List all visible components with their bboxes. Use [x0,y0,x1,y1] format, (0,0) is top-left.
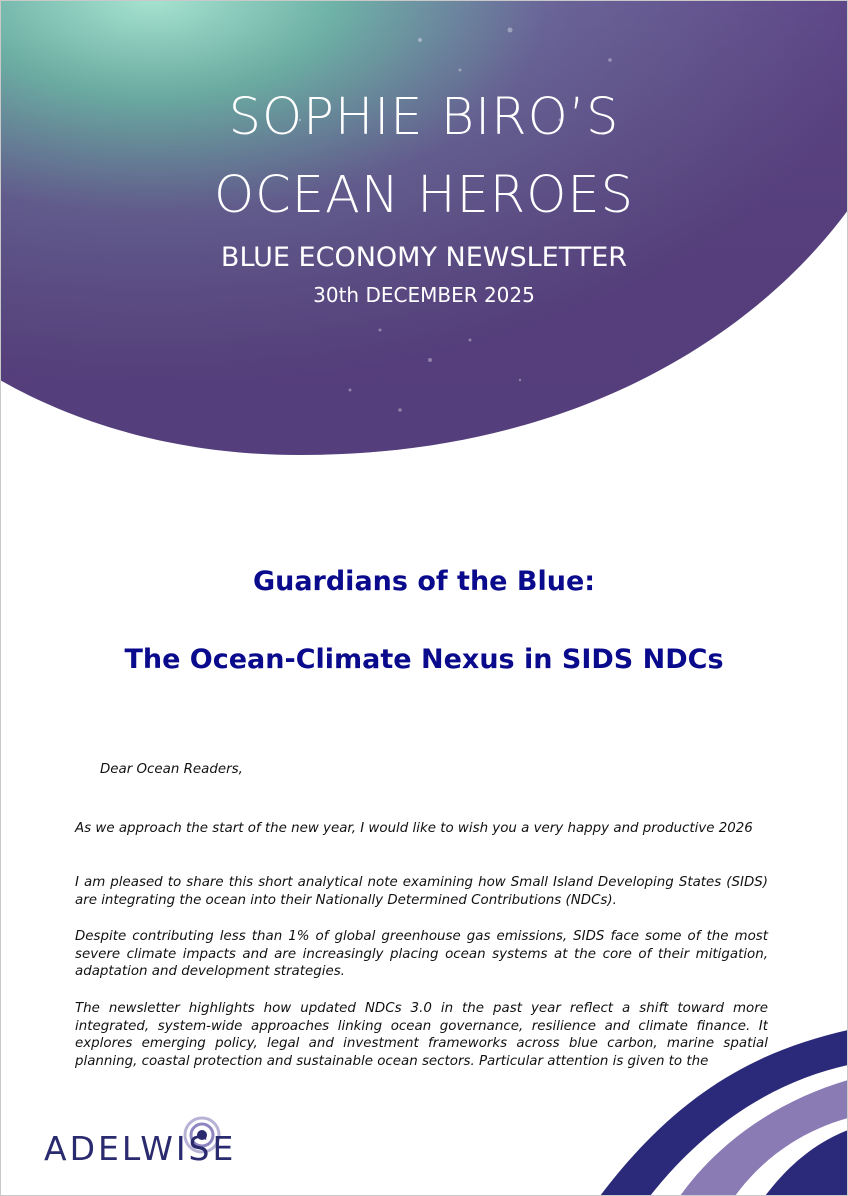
newsletter-date: 30th DECEMBER 2025 [313,283,535,307]
decorative-swoosh [560,1020,848,1196]
logo-wordmark: ADELWISE [44,1129,237,1168]
letter-greeting: Dear Ocean Readers, [100,762,243,777]
adelwise-logo [44,1115,274,1175]
newsletter-subtitle: BLUE ECONOMY NEWSLETTER [220,242,628,273]
letter-paragraph: Despite contributing less than 1% of global greenhouse gas emissions, SIDS face some of the most severe climate impacts and are increasingly placing ocean systems at the core of their mitigation, adaptation and development strategies. [75,929,768,979]
hero-title-line-1: SOPHIE BIRO’S [228,88,620,147]
letter-paragraph: The newsletter highlights how updated NDCs 3.0 in the past year reflect a shift toward more integrated, system-wide approaches linking ocean governance, resilience and climate finance. It explores emerging policy, legal and investment frameworks across blue carbon, marine spatial planning, coastal protection and sustainable ocean sectors. Particular attention is given to the [75,1001,768,1069]
letter-paragraph: I am pleased to share this short analytical note examining how Small Island Developing States (SIDS) are integrating the ocean into their Nationally Determined Contributions (NDCs). [75,875,768,908]
hero-ocean-banner [0,0,848,470]
letter-paragraph: As we approach the start of the new year, I would like to wish you a very happy and productive 2026 [75,821,753,836]
hero-title-line-2: OCEAN HEROES [214,166,634,225]
headline-line-2: The Ocean-Climate Nexus in SIDS NDCs [124,644,724,675]
headline-line-1: Guardians of the Blue: [252,566,596,597]
